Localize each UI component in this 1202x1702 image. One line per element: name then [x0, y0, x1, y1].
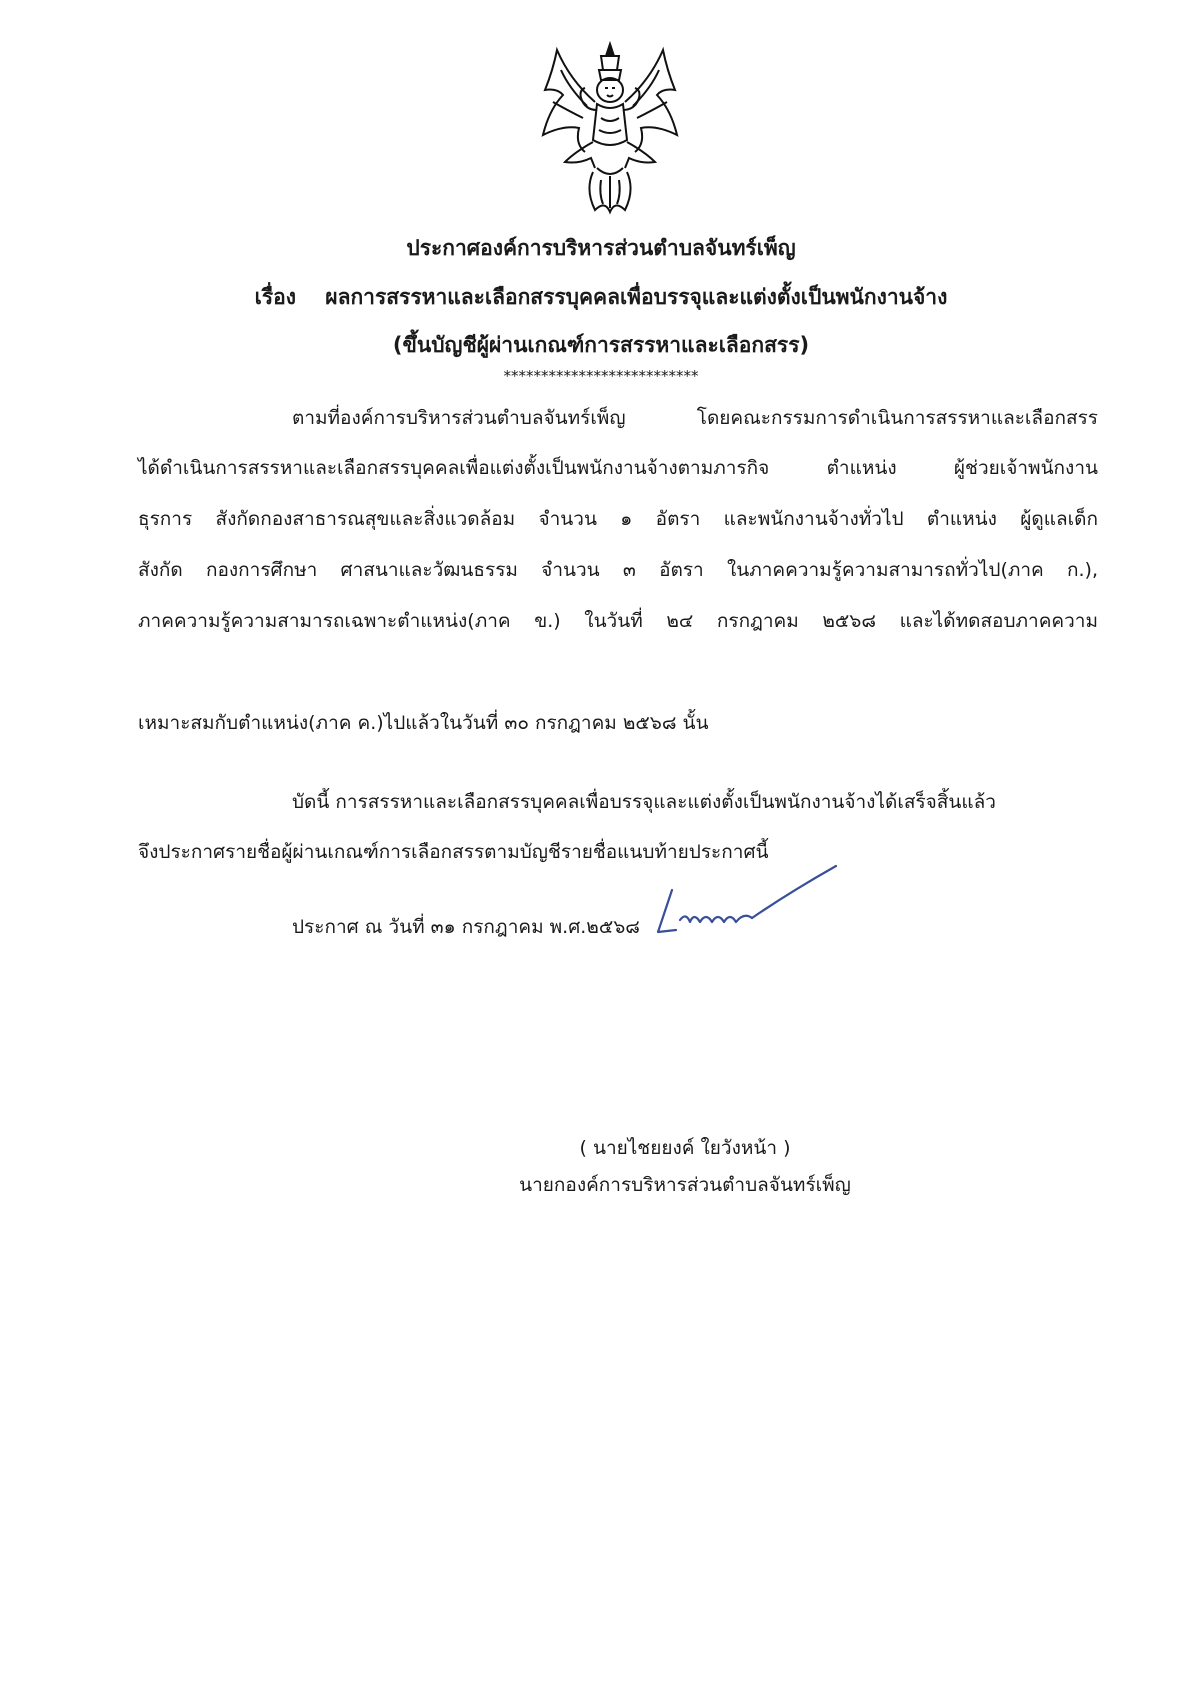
- handwritten-signature: [640, 860, 850, 960]
- separator: **************************: [503, 367, 699, 385]
- announcement-subtitle: (ขึ้นบัญชีผู้ผ่านเกณฑ์การสรรหาและเลือกสรร): [392, 333, 810, 357]
- announcement-subject: [0, 281, 1202, 314]
- body-line: สังกัด กองการศึกษา ศาสนาและวัฒนธรรม จำนวน ๓ อัตรา ในภาคความรู้ความสามารถทั่วไป(ภาค ก.),: [138, 559, 1098, 581]
- body-line: ตามที่องค์การบริหารส่วนตำบลจันทร์เพ็ญ โดยคณะกรรมการดำเนินการสรรหาและเลือกสรร: [292, 407, 1098, 429]
- subject-label: เรื่อง: [254, 285, 296, 309]
- body-line: ธุรการ สังกัดกองสาธารณสุขและสิ่งแวดล้อม จำนวน ๑ อัตรา และพนักงานจ้างทั่วไป ตำแหน่ง ผู้ดูแลเด็ก: [138, 508, 1098, 530]
- body-line: บัดนี้ การสรรหาและเลือกสรรบุคคลเพื่อบรรจุและแต่งตั้งเป็นพนักงานจ้างได้เสร็จสิ้นแล้ว: [292, 791, 996, 813]
- signatory-position: นายกองค์การบริหารส่วนตำบลจันทร์เพ็ญ: [519, 1174, 851, 1196]
- body-line: ได้ดำเนินการสรรหาและเลือกสรรบุคคลเพื่อแต่งตั้งเป็นพนักงานจ้างตามภารกิจ ตำแหน่ง ผู้ช่วยเจ้าพนักงาน: [138, 457, 1098, 479]
- body-line: จึงประกาศรายชื่อผู้ผ่านเกณฑ์การเลือกสรรตามบัญชีรายชื่อแนบท้ายประกาศนี้: [138, 841, 769, 863]
- announcement-date: ประกาศ ณ วันที่ ๓๑ กรกฎาคม พ.ศ.๒๕๖๘: [292, 916, 640, 938]
- signatory-name: ( นายไชยยงค์ ใยวังหน้า ): [579, 1137, 791, 1159]
- body-line: เหมาะสมกับตำแหน่ง(ภาค ค.)ไปแล้วในวันที่ ๓๐ กรกฎาคม ๒๕๖๘ นั้น: [138, 712, 709, 734]
- subject-text: ผลการสรรหาและเลือกสรรบุคคลเพื่อบรรจุและแต่งตั้งเป็นพนักงานจ้าง: [325, 285, 948, 309]
- garuda-emblem-icon: [535, 40, 685, 220]
- body-line: ภาคความรู้ความสามารถเฉพาะตำแหน่ง(ภาค ข.) ในวันที่ ๒๔ กรกฎาคม ๒๕๖๘ และได้ทดสอบภาคความ: [138, 610, 1098, 632]
- announcement-title: ประกาศองค์การบริหารส่วนตำบลจันทร์เพ็ญ: [406, 236, 796, 260]
